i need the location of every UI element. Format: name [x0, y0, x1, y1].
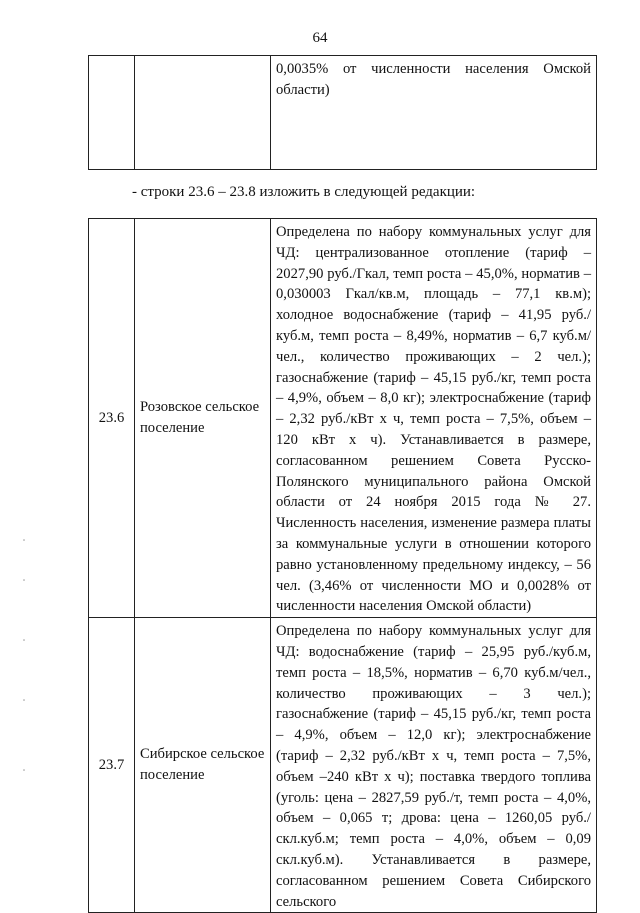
row-text-cell: 0,0035% от численности населения Омской области) [271, 56, 597, 170]
row-name-cell: Сибирское сельское поселение [135, 618, 271, 913]
instruction-text: - строки 23.6 – 23.8 изложить в следующей редакции: [132, 184, 476, 200]
table-row [89, 56, 597, 170]
settlements-table [88, 218, 597, 913]
row-text-cell: Определена по набору коммунальных услуг для ЧД: централизованное отопление (тариф – 2027,90 руб./Гкал, темп роста – 45,0%, норматив – 0,030003 Гкал/кв.м, площадь – 77,1 кв.м); холодное водоснабжение (тариф – 41,95 руб./куб.м, темп роста – 8,49%, норматив – 6,7 куб.м/чел., количество проживающих – 2 чел.); газоснабжение (тариф – 45,15 руб./кг, темп роста – 4,9%, объем – 8,0 кг); электроснабжение (тариф – 2,32 руб./кВт х ч, темп роста – 7,5%, объем – 120 кВт х ч). Устанавливается в размере, согласованном решением Совета Русско-Полянского муниципального района Омской области от 24 ноября 2015 года № 27. Численность населения, изменение размера платы за коммунальные услуги в отношении которого равно установленному предельному индексу, – 56 чел. (3,46% от численности МО и 0,0028% от численности населения Омской области) [271, 219, 597, 618]
row-number-cell: 23.6 [89, 219, 135, 618]
scan-margin-marks [22, 520, 26, 820]
row-name-cell: Розовское сельское поселение [135, 219, 271, 618]
row-number-cell: 23.7 [89, 618, 135, 913]
row-number-cell [89, 56, 135, 170]
row-text-cell: Определена по набору коммунальных услуг для ЧД: водоснабжение (тариф – 25,95 руб./куб.м, темп роста – 18,5%, норматив – 6,70 куб.м/чел., количество проживающих – 3 чел.); газоснабжение (тариф – 45,15 руб./кг, темп роста – 4,9%, объем – 12,0 кг); электроснабжение (тариф – 2,32 руб./кВт х ч, темп роста – 7,5%, объем –240 кВт х ч); поставка твердого топлива (уголь: цена – 2827,59 руб./т, темп роста – 4,0%, объем – 0,065 т; дрова: цена – 1260,05 руб./скл.куб.м; темп роста – 4,0%, объем – 0,09 скл.куб.м). Устанавливается в размере, согласованном решением Совета Сибирского сельского [271, 618, 597, 913]
page-number: 64 [312, 30, 328, 46]
row-name-cell [135, 56, 271, 170]
table-row [89, 618, 597, 913]
continued-table [88, 55, 597, 170]
table-row [89, 219, 597, 618]
